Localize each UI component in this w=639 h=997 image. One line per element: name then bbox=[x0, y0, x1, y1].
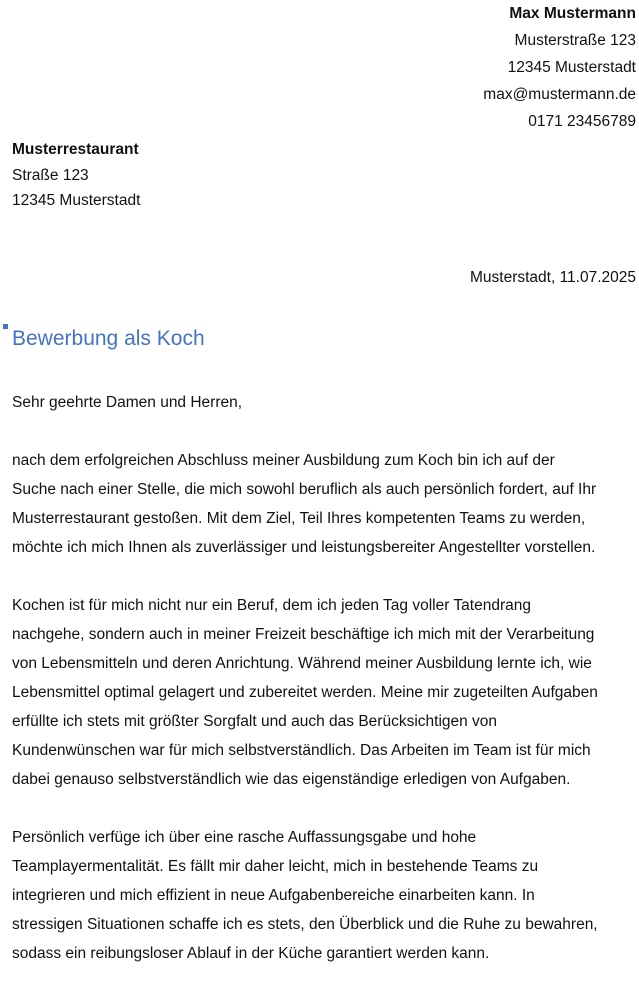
sender-name: Max Mustermann bbox=[509, 5, 636, 22]
text-line: Teamplayermentalität. Es fällt mir daher leicht, mich in bestehende Teams zu bbox=[12, 858, 539, 875]
text-line: dabei genauso selbstverständlich wie das eigenständige erledigen von Aufgaben. bbox=[12, 771, 571, 788]
text-line: Kundenwünschen war für mich selbstverständlich. Das Arbeiten im Team ist für mich bbox=[12, 742, 591, 759]
body-paragraph-3 bbox=[12, 823, 636, 968]
text-line: erfüllte ich stets mit größter Sorgfalt und auch das Berücksichtigen von bbox=[12, 713, 498, 730]
body-paragraph-1 bbox=[12, 446, 636, 562]
text-line: möchte ich mich Ihnen als zuverlässiger und leistungsbereiter Angestellter vorstellen. bbox=[12, 539, 596, 556]
salutation: Sehr geehrte Damen und Herren, bbox=[12, 394, 243, 411]
recipient-street: Straße 123 bbox=[12, 166, 89, 184]
letter-date: Musterstadt, 11.07.2025 bbox=[469, 269, 636, 286]
text-line: stressigen Situationen schaffe ich es stets, den Überblick und die Ruhe zu bewahren, bbox=[12, 916, 598, 933]
sender-address-block bbox=[483, 0, 636, 135]
text-line: Persönlich verfüge ich über eine rasche Auffassungsgabe und hohe bbox=[12, 829, 477, 846]
text-line: Kochen ist für mich nicht nur ein Beruf, dem ich jeden Tag voller Tatendrang bbox=[12, 597, 531, 614]
sender-phone: 0171 23456789 bbox=[528, 113, 636, 130]
text-line: Musterrestaurant gestoßen. Mit dem Ziel, Teil Ihres kompetenten Teams zu werden, bbox=[12, 510, 586, 527]
letter-body bbox=[12, 388, 636, 997]
letter-subject: Bewerbung als Koch bbox=[12, 327, 205, 350]
text-line: nachgehe, sondern auch in meiner Freizeit beschäftige ich mich mit der Verarbeitung bbox=[12, 626, 595, 643]
text-line: nach dem erfolgreichen Abschluss meiner Ausbildung zum Koch bin ich auf der bbox=[12, 452, 555, 469]
recipient-city: 12345 Musterstadt bbox=[12, 192, 141, 209]
text-line: von Lebensmitteln und deren Anrichtung. Während meiner Ausbildung lernte ich, wie bbox=[12, 655, 592, 672]
sender-street: Musterstraße 123 bbox=[514, 32, 636, 49]
text-line: integrieren und mich effizient in neue Aufgabenbereiche einarbeiten kann. In bbox=[12, 887, 535, 904]
text-line: Suche nach einer Stelle, die mich sowohl beruflich als auch persönlich fordert, auf Ihr bbox=[12, 481, 597, 498]
recipient-name: Musterrestaurant bbox=[12, 141, 139, 158]
sender-city: 12345 Musterstadt bbox=[507, 59, 636, 76]
heading-marker bbox=[3, 324, 8, 329]
body-paragraph-2 bbox=[12, 591, 636, 794]
sender-email: max@mustermann.de bbox=[483, 86, 636, 103]
text-line: sodass ein reibungsloser Ablauf in der Küche garantiert werden kann. bbox=[12, 945, 490, 962]
recipient-address-block bbox=[12, 137, 140, 214]
text-line: Lebensmittel optimal gelagert und zubereitet werden. Meine mir zugeteilten Aufgaben bbox=[12, 684, 598, 701]
